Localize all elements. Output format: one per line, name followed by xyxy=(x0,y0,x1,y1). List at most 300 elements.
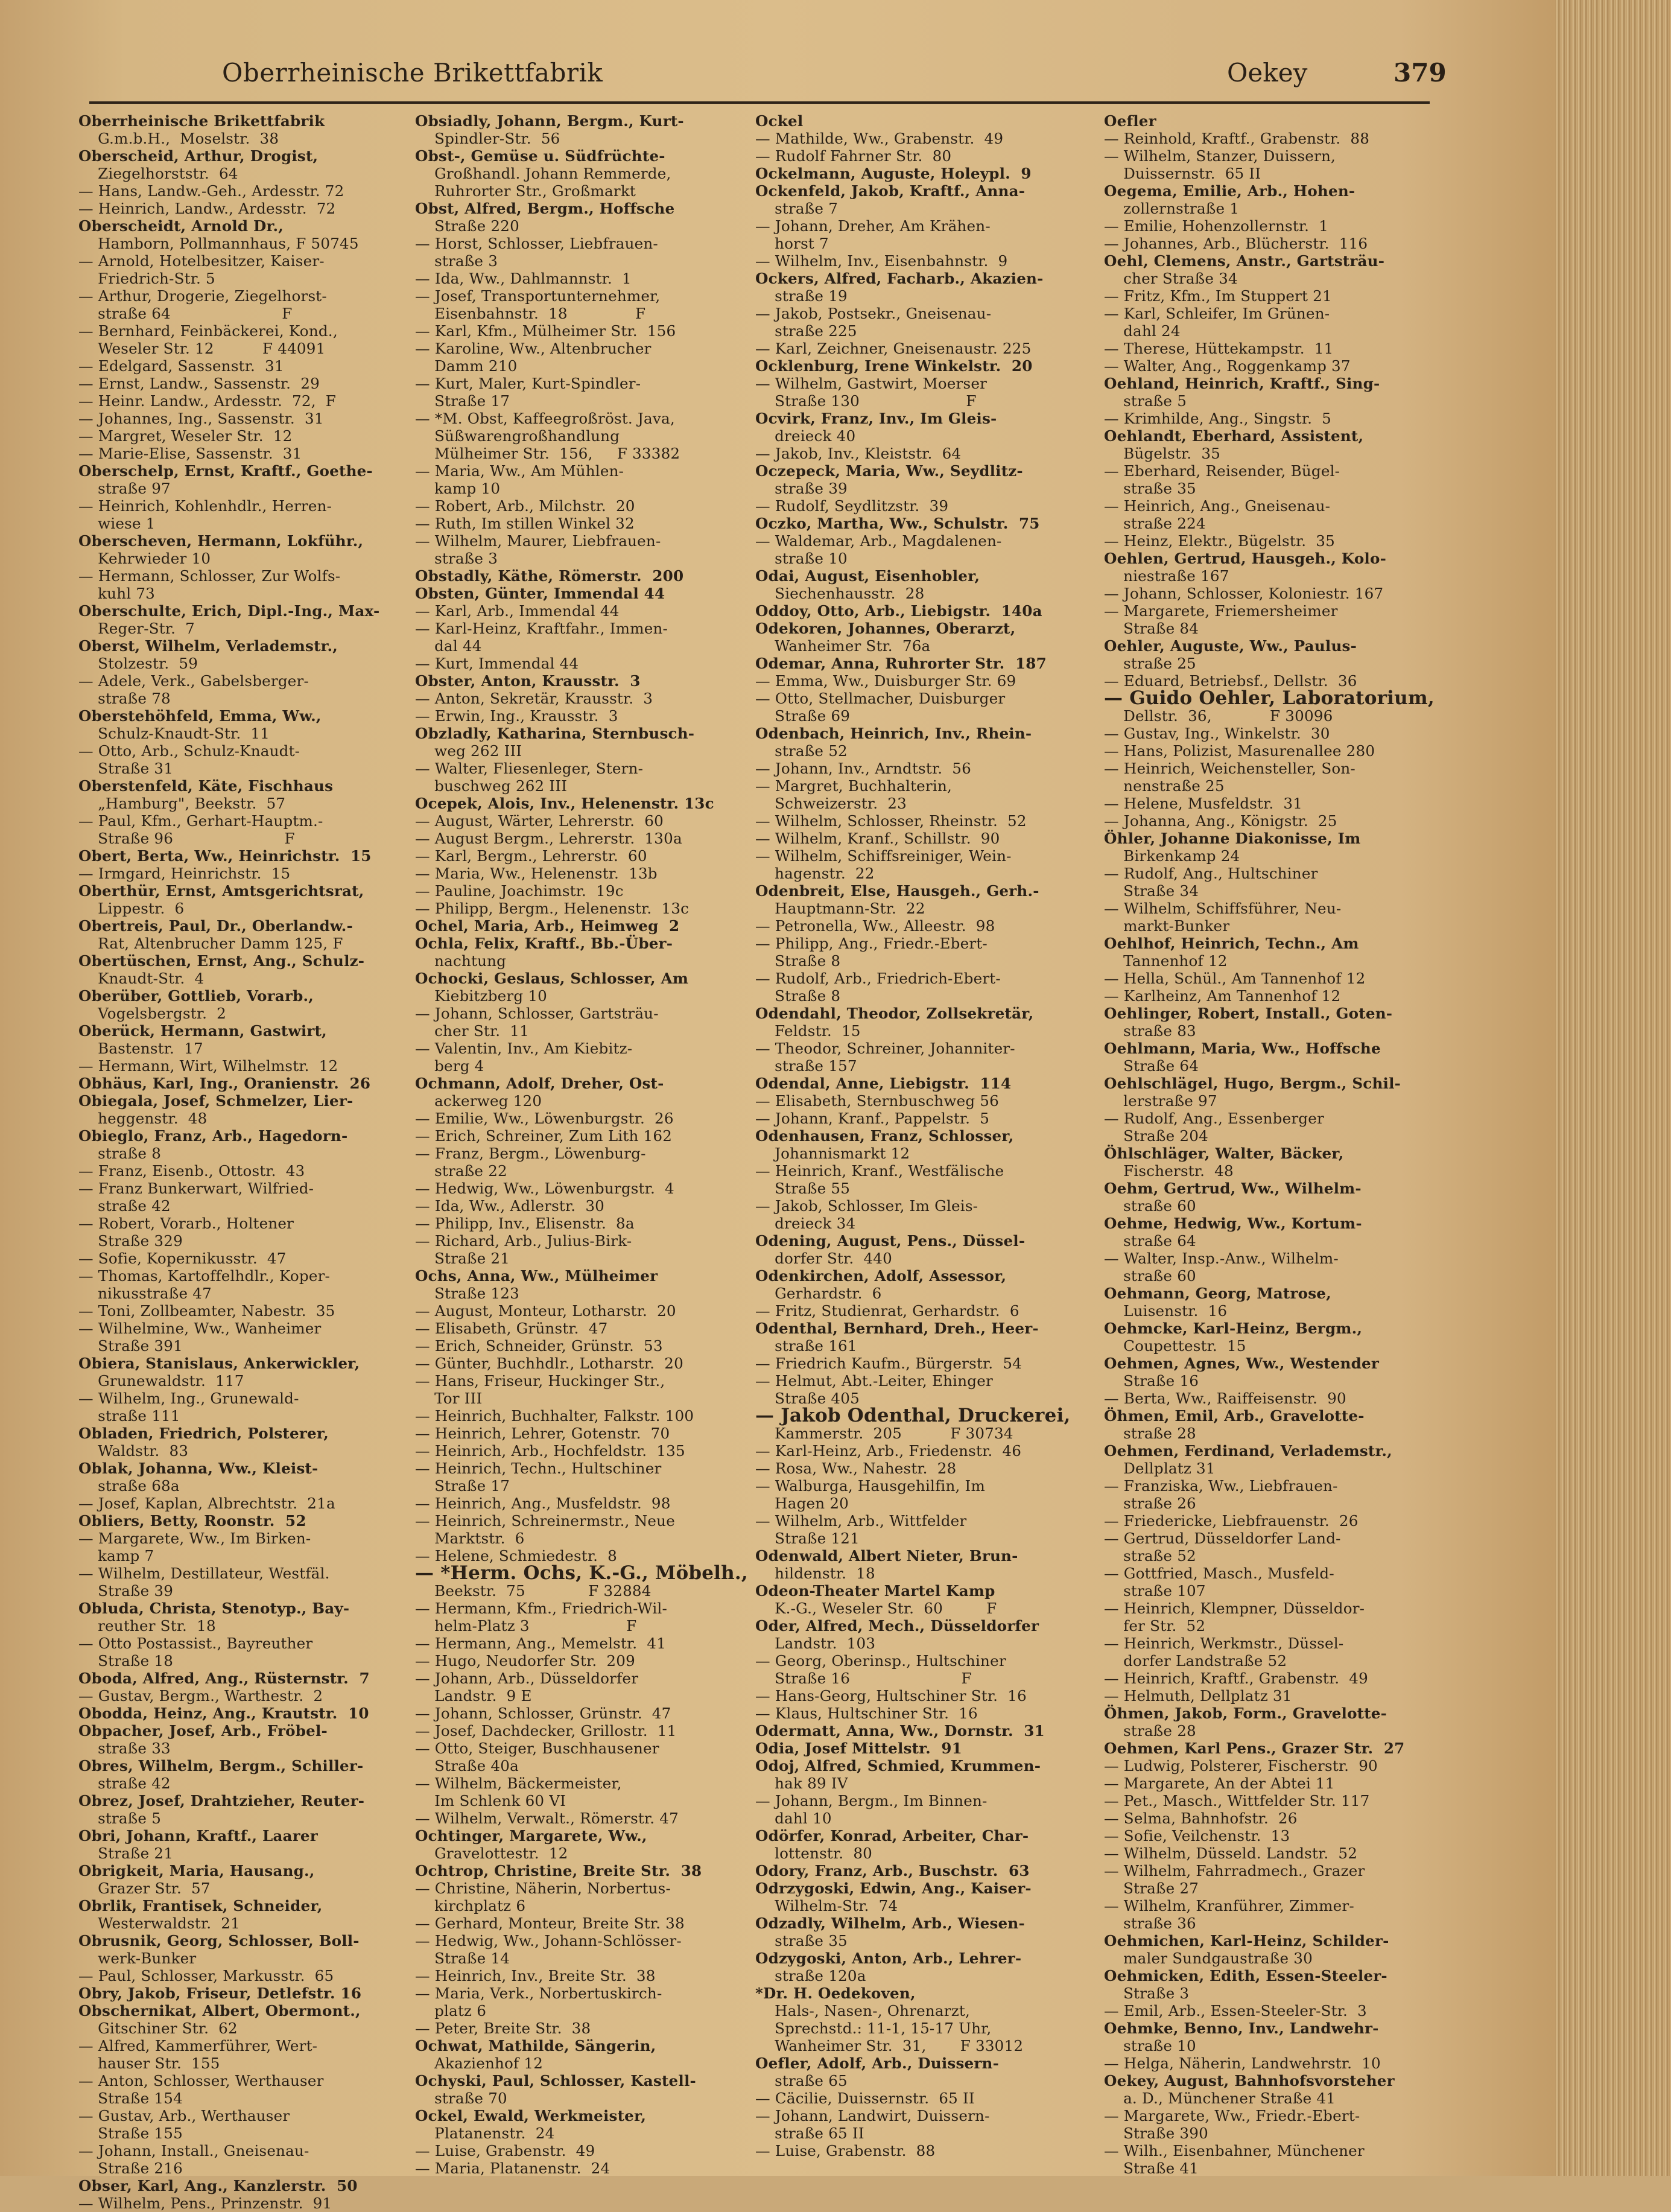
entry-line: — Walburga, Hausgehilfin, Im xyxy=(755,1477,985,1495)
entry-line: — Karl, Arb., Immendal 44 xyxy=(415,602,620,620)
entry-line: Waldstr. 83 xyxy=(78,1442,189,1460)
entry-line: Stolzestr. 59 xyxy=(78,655,198,672)
entry-line: — Maria, Platanenstr. 24 xyxy=(415,2160,610,2177)
entry-line: — August, Wärter, Lehrerstr. 60 xyxy=(415,812,664,830)
entry-line: — Hedwig, Ww., Löwenburgstr. 4 xyxy=(415,1180,674,1197)
entry-line: buschweg 262 III xyxy=(415,777,568,795)
entry-line: — Philipp, Inv., Elisenstr. 8a xyxy=(415,1215,635,1232)
entry-line: — Karlheinz, Am Tannenhof 12 xyxy=(1104,987,1341,1005)
entry-line: — Gottfried, Masch., Musfeld- xyxy=(1104,1565,1334,1582)
entry-line: — Hugo, Neudorfer Str. 209 xyxy=(415,1652,635,1670)
entry-line: kuhl 73 xyxy=(78,585,156,602)
entry-heading: Oboda, Alfred, Ang., Rüsternstr. 7 xyxy=(78,1670,370,1687)
entry-line: Damm 210 xyxy=(415,357,518,375)
entry-line: Straße 34 xyxy=(1104,882,1199,900)
entry-line: — Maria, Verk., Norbertuskirch- xyxy=(415,1985,662,2002)
entry-line: — Hermann, Ang., Memelstr. 41 xyxy=(415,1635,667,1652)
entry-heading: Odoj, Alfred, Schmied, Krummen- xyxy=(755,1757,1041,1775)
entry-line: — Karl, Schleifer, Im Grünen- xyxy=(1104,305,1330,322)
entry-heading: Ockelmann, Auguste, Holeypl. 9 xyxy=(755,165,1032,182)
entry-line: straße 42 xyxy=(78,1197,171,1215)
entry-line: dal 44 xyxy=(415,637,482,655)
entry-line: — Pet., Masch., Wittfelder Str. 117 xyxy=(1104,1792,1370,1810)
entry-line: Straße 40a xyxy=(415,1757,519,1775)
entry-line: fer Str. 52 xyxy=(1104,1617,1206,1635)
entry-line: — Rosa, Ww., Nahestr. 28 xyxy=(755,1460,957,1477)
entry-line: — Hans, Friseur, Huckinger Str., xyxy=(415,1372,665,1390)
entry-line: — Franziska, Ww., Liebfrauen- xyxy=(1104,1477,1338,1495)
entry-line: straße 26 xyxy=(1104,1495,1196,1512)
entry-heading: Oehmcke, Karl-Heinz, Bergm., xyxy=(1104,1320,1363,1337)
entry-line: — Selma, Bahnhofstr. 26 xyxy=(1104,1810,1298,1827)
entry-line: Wanheimer Str. 76a xyxy=(755,637,931,655)
entry-heading: Odörfer, Konrad, Arbeiter, Char- xyxy=(755,1827,1029,1845)
entry-line: straße 36 xyxy=(1104,1915,1196,1932)
entry-line: straße 83 xyxy=(1104,1022,1196,1040)
entry-line: Siechenhausstr. 28 xyxy=(755,585,925,602)
entry-line: Straße 8 xyxy=(755,952,841,970)
entry-line: — Rudolf, Ang., Essenberger xyxy=(1104,1110,1324,1127)
entry-line: Straße 405 xyxy=(755,1390,860,1407)
entry-line: — Karl, Bergm., Lehrerstr. 60 xyxy=(415,847,647,865)
entry-line: nikusstraße 47 xyxy=(78,1285,212,1302)
entry-line: — Valentin, Inv., Am Kiebitz- xyxy=(415,1040,633,1057)
entry-heading: Oder, Alfred, Mech., Düsseldorfer xyxy=(755,1617,1039,1635)
entry-line: — Johann, Kranf., Pappelstr. 5 xyxy=(755,1110,990,1127)
entry-line: — Wilh., Eisenbahner, Münchener xyxy=(1104,2142,1365,2160)
entry-line: — Johann, Schlosser, Gartsträu- xyxy=(415,1005,659,1022)
entry-line: — Johann, Install., Gneisenau- xyxy=(78,2142,309,2160)
entry-heading: Oehmen, Ferdinand, Verlademstr., xyxy=(1104,1442,1392,1460)
entry-line: — Ernst, Landw., Sassenstr. 29 xyxy=(78,375,320,392)
entry-line: straße 68a xyxy=(78,1477,180,1495)
entry-line: Kiebitzberg 10 xyxy=(415,987,548,1005)
entry-line: — Otto, Arb., Schulz-Knaudt- xyxy=(78,742,300,760)
entry-line: straße 60 xyxy=(1104,1267,1196,1285)
entry-line: — Johann, Arb., Düsseldorfer xyxy=(415,1670,639,1687)
entry-line: straße 33 xyxy=(78,1740,171,1757)
entry-line: straße 107 xyxy=(1104,1582,1206,1600)
entry-line: — Sofie, Veilchenstr. 13 xyxy=(1104,1827,1290,1845)
entry-heading: Obst, Alfred, Bergm., Hoffsche xyxy=(415,200,675,217)
entry-line: dorfer Str. 440 xyxy=(755,1250,892,1267)
entry-line: straße 60 xyxy=(1104,1197,1196,1215)
entry-heading: Obster, Anton, Krausstr. 3 xyxy=(415,672,641,690)
entry-heading: Odrzygoski, Edwin, Ang., Kaiser- xyxy=(755,1880,1032,1897)
page-number: 379 xyxy=(1394,58,1447,87)
entry-line: Straße 329 xyxy=(78,1232,183,1250)
entry-line: Marktstr. 6 xyxy=(415,1530,525,1547)
entry-heading: Ockenfeld, Jakob, Kraftf., Anna- xyxy=(755,182,1026,200)
entry-line: — Christine, Näherin, Norbertus- xyxy=(415,1880,671,1897)
entry-line: — Berta, Ww., Raiffeisenstr. 90 xyxy=(1104,1390,1346,1407)
entry-heading: Obrusnik, Georg, Schlosser, Boll- xyxy=(78,1932,360,1950)
entry-line: — Franz, Eisenb., Ottostr. 43 xyxy=(78,1162,305,1180)
entry-line: straße 157 xyxy=(755,1057,857,1075)
entry-line: Straße 390 xyxy=(1104,2125,1208,2142)
entry-heading: Obri, Johann, Kraftf., Laarer xyxy=(78,1827,318,1845)
entry-line: — Heinr. Landw., Ardesstr. 72, F xyxy=(78,392,337,410)
entry-line: Straße 391 xyxy=(78,1337,183,1355)
entry-line: nenstraße 25 xyxy=(1104,777,1225,795)
entry-heading: Obiera, Stanislaus, Ankerwickler, xyxy=(78,1355,360,1372)
entry-line: — *M. Obst, Kaffeegroßröst. Java, xyxy=(415,410,675,427)
entry-heading: Oddoy, Otto, Arb., Liebigstr. 140a xyxy=(755,602,1042,620)
entry-line: — Margret, Weseler Str. 12 xyxy=(78,427,293,445)
entry-line: Tannenhof 12 xyxy=(1104,952,1228,970)
entry-line: straße 52 xyxy=(1104,1547,1196,1565)
entry-heading: Oehm, Gertrud, Ww., Wilhelm- xyxy=(1104,1180,1362,1197)
entry-line: Fischerstr. 48 xyxy=(1104,1162,1234,1180)
entry-line: — Thomas, Kartoffelhdlr., Koper- xyxy=(78,1267,331,1285)
entry-line: G.m.b.H., Moselstr. 38 xyxy=(78,130,279,147)
entry-line: — Karoline, Ww., Altenbrucher xyxy=(415,340,652,357)
entry-line: — *Herm. Ochs, K.-G., Möbelh., xyxy=(415,1562,748,1584)
entry-line: — Karl, Kfm., Mülheimer Str. 156 xyxy=(415,322,676,340)
entry-line: — Marie-Elise, Sassenstr. 31 xyxy=(78,445,302,462)
entry-heading: Oehlschlägel, Hugo, Bergm., Schil- xyxy=(1104,1075,1401,1092)
entry-line: — Friedericke, Liebfrauenstr. 26 xyxy=(1104,1512,1359,1530)
entry-line: hauser Str. 155 xyxy=(78,2055,220,2072)
entry-line: straße 35 xyxy=(1104,480,1196,497)
entry-line: — Heinrich, Kraftf., Grabenstr. 49 xyxy=(1104,1670,1368,1687)
entry-heading: Ochocki, Geslaus, Schlosser, Am xyxy=(415,970,689,987)
entry-line: — Rudolf, Arb., Friedrich-Ebert- xyxy=(755,970,1001,987)
entry-line: — August Bergm., Lehrerstr. 130a xyxy=(415,830,682,847)
entry-line: straße 10 xyxy=(1104,2037,1196,2055)
entry-line: Akazienhof 12 xyxy=(415,2055,544,2072)
entry-heading: Oberück, Hermann, Gastwirt, xyxy=(78,1022,327,1040)
entry-line: straße 8 xyxy=(78,1145,162,1162)
entry-line: Straße 64 xyxy=(1104,1057,1199,1075)
entry-line: Straße 16 xyxy=(1104,1372,1199,1390)
entry-heading: Oehlandt, Eberhard, Assistent, xyxy=(1104,427,1364,445)
entry-heading: Obertreis, Paul, Dr., Oberlandw.- xyxy=(78,917,353,935)
entry-line: straße 22 xyxy=(415,1162,507,1180)
entry-line: — Karl-Heinz, Arb., Friedenstr. 46 xyxy=(755,1442,1022,1460)
entry-line: Rat, Altenbrucher Damm 125, F xyxy=(78,935,343,952)
entry-line: straße 70 xyxy=(415,2090,507,2107)
entry-line: — Therese, Hüttekampstr. 11 xyxy=(1104,340,1334,357)
entry-line: — Johann, Bergm., Im Binnen- xyxy=(755,1792,988,1810)
entry-heading: Oehme, Hedwig, Ww., Kortum- xyxy=(1104,1215,1362,1232)
entry-line: — Emilie, Hohenzollernstr. 1 xyxy=(1104,217,1329,235)
entry-line: — Otto Postassist., Bayreuther xyxy=(78,1635,313,1652)
entry-line: — Georg, Oberinsp., Hultschiner xyxy=(755,1652,1006,1670)
entry-heading: Obrigkeit, Maria, Hausang., xyxy=(78,1862,315,1880)
entry-heading: Ochmann, Adolf, Dreher, Ost- xyxy=(415,1075,664,1092)
entry-heading: Oehmicken, Edith, Essen-Steeler- xyxy=(1104,1967,1387,1985)
entry-heading: Obres, Wilhelm, Bergm., Schiller- xyxy=(78,1757,364,1775)
entry-line: — Johannes, Arb., Blücherstr. 116 xyxy=(1104,235,1368,252)
entry-line: — Otto, Stellmacher, Duisburger xyxy=(755,690,1006,707)
entry-line: — Krimhilde, Ang., Singstr. 5 xyxy=(1104,410,1331,427)
entry-line: Straße 21 xyxy=(78,1845,174,1862)
entry-line: — Josef, Transportunternehmer, xyxy=(415,287,661,305)
entry-line: Bügelstr. 35 xyxy=(1104,445,1221,462)
entry-line: — Richard, Arb., Julius-Birk- xyxy=(415,1232,632,1250)
entry-line: — Heinrich, Inv., Breite Str. 38 xyxy=(415,1967,656,1985)
entry-line: Kammerstr. 205 F 30734 xyxy=(755,1425,1013,1442)
entry-line: — Wilhelm, Inv., Eisenbahnstr. 9 xyxy=(755,252,1008,270)
entry-line: Wilhelm-Str. 74 xyxy=(755,1897,898,1915)
entry-line: straße 52 xyxy=(755,742,848,760)
entry-line: straße 64 xyxy=(1104,1232,1196,1250)
entry-line: Hamborn, Pollmannhaus, F 50745 xyxy=(78,235,359,252)
entry-heading: Oczepeck, Maria, Ww., Seydlitz- xyxy=(755,462,1023,480)
entry-line: Wanheimer Str. 31, F 33012 xyxy=(755,2037,1024,2055)
entry-heading: Obpacher, Josef, Arb., Fröbel- xyxy=(78,1722,328,1740)
entry-line: Straße 130 F xyxy=(755,392,977,410)
entry-line: Schweizerstr. 23 xyxy=(755,795,907,812)
entry-line: — Theodor, Schreiner, Johanniter- xyxy=(755,1040,1015,1057)
entry-line: — Jakob Odenthal, Druckerei, xyxy=(755,1405,1071,1426)
entry-heading: Obodda, Heinz, Ang., Krautstr. 10 xyxy=(78,1705,369,1722)
entry-line: Landstr. 103 xyxy=(755,1635,876,1652)
entry-heading: Odendahl, Theodor, Zollsekretär, xyxy=(755,1005,1034,1022)
entry-heading: Oefler, Adolf, Arb., Duissern- xyxy=(755,2055,999,2072)
entry-line: Straße 69 xyxy=(755,707,851,725)
entry-heading: Ochyski, Paul, Schlosser, Kastell- xyxy=(415,2072,696,2090)
entry-line: straße 5 xyxy=(78,1810,162,1827)
entry-heading: Oberüber, Gottlieb, Vorarb., xyxy=(78,987,314,1005)
entry-heading: Obertüschen, Ernst, Ang., Schulz- xyxy=(78,952,365,970)
entry-line: Platanenstr. 24 xyxy=(415,2125,555,2142)
entry-heading: Oberstenfeld, Käte, Fischhaus xyxy=(78,777,334,795)
entry-line: — Luise, Grabenstr. 88 xyxy=(755,2142,936,2160)
entry-line: lerstraße 97 xyxy=(1104,1092,1217,1110)
entry-heading: Ockel, Ewald, Werkmeister, xyxy=(415,2107,647,2125)
entry-line: — Cäcilie, Duissernstr. 65 II xyxy=(755,2090,975,2107)
entry-line: straße 5 xyxy=(1104,392,1187,410)
entry-heading: Ochla, Felix, Kraftf., Bb.-Über- xyxy=(415,935,673,952)
entry-line: — Rudolf, Ang., Hultschiner xyxy=(1104,865,1318,882)
entry-line: — Friedrich Kaufm., Bürgerstr. 54 xyxy=(755,1355,1023,1372)
entry-line: — Petronella, Ww., Alleestr. 98 xyxy=(755,917,995,935)
entry-line: wiese 1 xyxy=(78,515,156,532)
entry-line: — Maria, Ww., Helenenstr. 13b xyxy=(415,865,658,882)
entry-line: Luisenstr. 16 xyxy=(1104,1302,1228,1320)
entry-line: Johannismarkt 12 xyxy=(755,1145,910,1162)
entry-line: Straße 220 xyxy=(415,217,519,235)
entry-line: Straße 216 xyxy=(78,2160,183,2177)
entry-line: — Johannes, Ing., Sassenstr. 31 xyxy=(78,410,324,427)
entry-line: — Wilhelm, Destillateur, Westfäl. xyxy=(78,1565,330,1582)
entry-heading: Oehland, Heinrich, Kraftf., Sing- xyxy=(1104,375,1380,392)
entry-line: Großhandl. Johann Remmerde, xyxy=(415,165,671,182)
entry-line: — Johann, Dreher, Am Krähen- xyxy=(755,217,991,235)
header-left-title: Oberrheinische Brikettfabrik xyxy=(222,58,603,87)
entry-heading: Obieglo, Franz, Arb., Hagedorn- xyxy=(78,1127,348,1145)
entry-line: — Franz Bunkerwart, Wilfried- xyxy=(78,1180,314,1197)
entry-heading: Oehler, Auguste, Ww., Paulus- xyxy=(1104,637,1357,655)
entry-heading: Odemar, Anna, Ruhrorter Str. 187 xyxy=(755,655,1047,672)
entry-line: straße 97 xyxy=(78,480,171,497)
entry-line: Reger-Str. 7 xyxy=(78,620,195,637)
entry-line: — Anton, Sekretär, Krausstr. 3 xyxy=(415,690,653,707)
entry-line: — Heinrich, Buchhalter, Falkstr. 100 xyxy=(415,1407,694,1425)
entry-line: Gravelottestr. 12 xyxy=(415,1845,568,1862)
entry-line: ackerweg 120 xyxy=(415,1092,542,1110)
entry-line: Schulz-Knaudt-Str. 11 xyxy=(78,725,270,742)
entry-line: — Arnold, Hotelbesitzer, Kaiser- xyxy=(78,252,325,270)
entry-line: — Sofie, Kopernikusstr. 47 xyxy=(78,1250,287,1267)
entry-line: Straße 18 xyxy=(78,1652,174,1670)
entry-line: — Walter, Ang., Roggenkamp 37 xyxy=(1104,357,1351,375)
entry-line: Gerhardstr. 6 xyxy=(755,1285,882,1302)
entry-heading: Oehmen, Agnes, Ww., Westender xyxy=(1104,1355,1380,1372)
entry-line: — Guido Oehler, Laboratorium, xyxy=(1104,687,1435,709)
entry-line: Straße 3 xyxy=(1104,1985,1190,2002)
entry-line: — August, Monteur, Lotharstr. 20 xyxy=(415,1302,676,1320)
entry-line: dahl 10 xyxy=(755,1810,832,1827)
entry-line: straße 65 xyxy=(755,2072,848,2090)
entry-line: straße 120a xyxy=(755,1967,866,1985)
entry-heading: Odenbach, Heinrich, Inv., Rhein- xyxy=(755,725,1032,742)
column-2 xyxy=(415,112,748,2177)
entry-line: Bastenstr. 17 xyxy=(78,1040,203,1057)
entry-line: — Hermann, Kfm., Friedrich-Wil- xyxy=(415,1600,667,1617)
entry-line: Coupettestr. 15 xyxy=(1104,1337,1246,1355)
entry-line: zollernstraße 1 xyxy=(1104,200,1240,217)
entry-line: straße 10 xyxy=(755,550,848,567)
entry-line: hagenstr. 22 xyxy=(755,865,875,882)
entry-heading: Obstadly, Käthe, Römerstr. 200 xyxy=(415,567,684,585)
entry-line: — Wilhelm, Ing., Grunewald- xyxy=(78,1390,299,1407)
entry-heading: Ochtrop, Christine, Breite Str. 38 xyxy=(415,1862,702,1880)
entry-line: — Rudolf Fahrner Str. 80 xyxy=(755,147,952,165)
entry-line: Ruhrorter Str., Großmarkt xyxy=(415,182,636,200)
entry-line: Straße 84 xyxy=(1104,620,1199,637)
entry-line: niestraße 167 xyxy=(1104,567,1229,585)
entry-line: — Ludwig, Polsterer, Fischerstr. 90 xyxy=(1104,1757,1378,1775)
entry-heading: Obrez, Josef, Drahtzieher, Reuter- xyxy=(78,1792,365,1810)
entry-line: Straße 39 xyxy=(78,1582,174,1600)
column-1 xyxy=(78,112,411,2212)
entry-line: — Johanna, Ang., Königstr. 25 xyxy=(1104,812,1337,830)
entry-line: heggenstr. 48 xyxy=(78,1110,208,1127)
entry-line: straße 28 xyxy=(1104,1425,1196,1442)
entry-heading: Odeon-Theater Martel Kamp xyxy=(755,1582,995,1600)
entry-line: Weseler Str. 12 F 44091 xyxy=(78,340,326,357)
entry-line: — Heinrich, Schreinermstr., Neue xyxy=(415,1512,675,1530)
entry-line: — Margret, Buchhalterin, xyxy=(755,777,952,795)
entry-line: — Jakob, Postsekr., Gneisenau- xyxy=(755,305,992,322)
entry-line: — Eduard, Betriebsf., Dellstr. 36 xyxy=(1104,672,1357,690)
entry-line: kamp 7 xyxy=(78,1547,154,1565)
entry-line: — Luise, Grabenstr. 49 xyxy=(415,2142,595,2160)
entry-heading: Odenthal, Bernhard, Dreh., Heer- xyxy=(755,1320,1039,1337)
entry-line: — Heinrich, Weichensteller, Son- xyxy=(1104,760,1356,777)
entry-heading: Odenkirchen, Adolf, Assessor, xyxy=(755,1267,1007,1285)
entry-line: Süßwarengroßhandlung xyxy=(415,427,620,445)
entry-line: cher Straße 34 xyxy=(1104,270,1238,287)
entry-line: — Heinrich, Kohlenhdlr., Herren- xyxy=(78,497,332,515)
entry-line: — Ruth, Im stillen Winkel 32 xyxy=(415,515,635,532)
entry-line: — Emil, Arb., Essen-Steeler-Str. 3 xyxy=(1104,2002,1367,2020)
entry-heading: Ochwat, Mathilde, Sängerin, xyxy=(415,2037,656,2055)
entry-heading: Odzygoski, Anton, Arb., Lehrer- xyxy=(755,1950,1022,1967)
entry-line: — Wilhelm, Kranführer, Zimmer- xyxy=(1104,1897,1354,1915)
entry-line: straße 78 xyxy=(78,690,171,707)
entry-line: — Gerhard, Monteur, Breite Str. 38 xyxy=(415,1915,685,1932)
entry-heading: Obluda, Christa, Stenotyp., Bay- xyxy=(78,1600,350,1617)
entry-line: — Wilhelm, Kranf., Schillstr. 90 xyxy=(755,830,1000,847)
entry-line: weg 262 III xyxy=(415,742,522,760)
entry-line: — Kurt, Immendal 44 xyxy=(415,655,579,672)
entry-line: — Erich, Schreiner, Zum Lith 162 xyxy=(415,1127,673,1145)
running-header xyxy=(0,58,1448,100)
entry-line: Straße 155 xyxy=(78,2125,183,2142)
entry-line: — Günter, Buchhdlr., Lotharstr. 20 xyxy=(415,1355,683,1372)
entry-heading: Odening, August, Pens., Düssel- xyxy=(755,1232,1026,1250)
entry-heading: Oehmen, Karl Pens., Grazer Str. 27 xyxy=(1104,1740,1405,1757)
entry-heading: Öhmen, Emil, Arb., Gravelotte- xyxy=(1104,1407,1365,1425)
entry-heading: Oberst, Wilhelm, Verlademstr., xyxy=(78,637,338,655)
entry-line: — Josef, Kaplan, Albrechtstr. 21a xyxy=(78,1495,335,1512)
entry-line: Ziegelhorststr. 64 xyxy=(78,165,238,182)
entry-line: Vogelsbergstr. 2 xyxy=(78,1005,227,1022)
entry-heading: Oczko, Martha, Ww., Schulstr. 75 xyxy=(755,515,1040,532)
entry-heading: Obsiadly, Johann, Bergm., Kurt- xyxy=(415,112,684,130)
entry-line: — Adele, Verk., Gabelsberger- xyxy=(78,672,309,690)
header-right-title: Oekey xyxy=(1227,58,1308,87)
column-3 xyxy=(755,112,1088,2158)
entry-heading: Ocepek, Alois, Inv., Helenenstr. 13c xyxy=(415,795,714,812)
entry-heading: Öhler, Johanne Diakonisse, Im xyxy=(1104,830,1361,847)
entry-line: dreieck 40 xyxy=(755,427,856,445)
entry-line: — Anton, Schlosser, Werthauser xyxy=(78,2072,324,2090)
entry-line: — Philipp, Ang., Friedr.-Ebert- xyxy=(755,935,988,952)
entry-line: — Kurt, Maler, Kurt-Spindler- xyxy=(415,375,641,392)
entry-line: — Heinrich, Werkmstr., Düssel- xyxy=(1104,1635,1344,1652)
entry-line: — Paul, Schlosser, Markusstr. 65 xyxy=(78,1967,334,1985)
entry-line: — Johann, Landwirt, Duissern- xyxy=(755,2107,990,2125)
entry-line: a. D., Münchener Straße 41 xyxy=(1104,2090,1336,2107)
entry-line: Straße 27 xyxy=(1104,1880,1199,1897)
header-rule xyxy=(89,101,1430,104)
entry-line: Straße 21 xyxy=(415,1250,510,1267)
entry-line: — Irmgard, Heinrichstr. 15 xyxy=(78,865,291,882)
entry-heading: Öhmen, Jakob, Form., Gravelotte- xyxy=(1104,1705,1387,1722)
entry-line: Straße 14 xyxy=(415,1950,510,1967)
entry-line: — Walter, Fliesenleger, Stern- xyxy=(415,760,644,777)
entry-line: — Wilhelmine, Ww., Wanheimer xyxy=(78,1320,322,1337)
entry-line: werk-Bunker xyxy=(78,1950,197,1967)
entry-heading: Oefler xyxy=(1104,112,1156,130)
entry-line: — Otto, Steiger, Buschhausener xyxy=(415,1740,659,1757)
entry-heading: Obry, Jakob, Friseur, Detlefstr. 16 xyxy=(78,1985,362,2002)
entry-heading: Oehl, Clemens, Anstr., Gartsträu- xyxy=(1104,252,1385,270)
entry-line: Eisenbahnstr. 18 F xyxy=(415,305,646,322)
entry-line: reuther Str. 18 xyxy=(78,1617,216,1635)
entry-heading: Odekoren, Johannes, Oberarzt, xyxy=(755,620,1016,637)
entry-line: straße 39 xyxy=(755,480,848,497)
entry-line: dreieck 34 xyxy=(755,1215,856,1232)
entry-line: — Helmut, Abt.-Leiter, Ehinger xyxy=(755,1372,993,1390)
entry-line: Dellplatz 31 xyxy=(1104,1460,1216,1477)
entry-line: — Wilhelm, Arb., Wittfelder xyxy=(755,1512,967,1530)
entry-line: Mülheimer Str. 156, F 33382 xyxy=(415,445,680,462)
entry-line: Straße 204 xyxy=(1104,1127,1208,1145)
entry-heading: Oehmann, Georg, Matrose, xyxy=(1104,1285,1331,1302)
entry-line: straße 224 xyxy=(1104,515,1206,532)
entry-heading: *Dr. H. Oedekoven, xyxy=(755,1985,916,2002)
entry-line: horst 7 xyxy=(755,235,829,252)
entry-heading: Odzadly, Wilhelm, Arb., Wiesen- xyxy=(755,1915,1025,1932)
entry-heading: Oehlinger, Robert, Install., Goten- xyxy=(1104,1005,1393,1022)
entry-line: — Helene, Schmiedestr. 8 xyxy=(415,1547,618,1565)
